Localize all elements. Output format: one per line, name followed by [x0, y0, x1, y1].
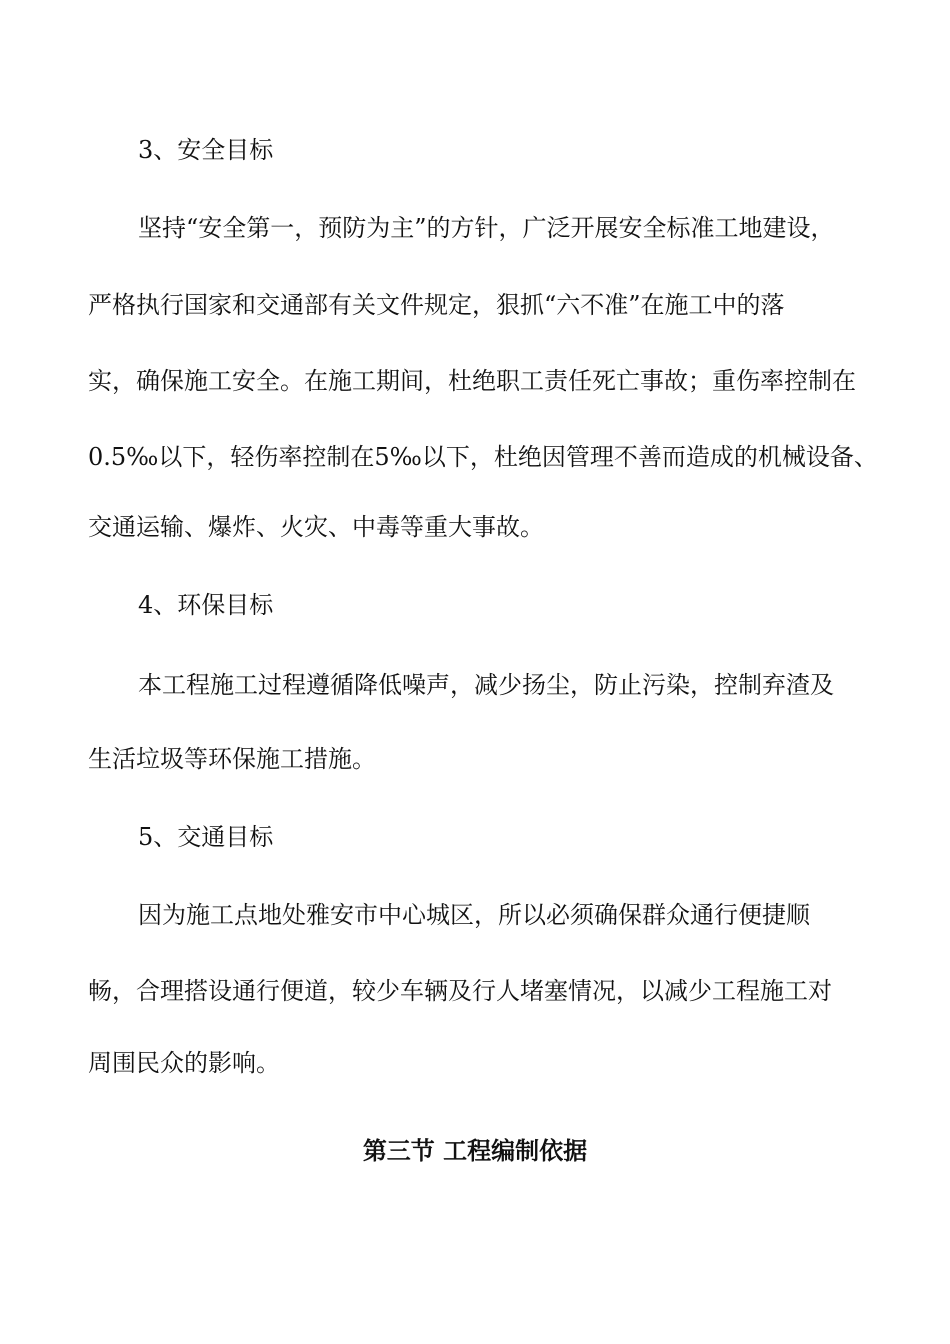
traffic-paragraph-line: 畅，合理搭设通行便道，较少车辆及行人堵塞情况，以减少工程施工对 [88, 977, 832, 1005]
section-title: 第三节 工程编制依据 [362, 1137, 588, 1165]
safety-paragraph-line: 交通运输、爆炸、火灾、中毒等重大事故。 [88, 513, 544, 541]
environment-paragraph-line: 生活垃圾等环保施工措施。 [88, 745, 376, 773]
heading-traffic-goal: 5、交通目标 [138, 823, 274, 851]
traffic-paragraph-line: 因为施工点地处雅安市中心城区，所以必须确保群众通行便捷顺 [138, 901, 810, 929]
traffic-paragraph-line: 周围民众的影响。 [88, 1049, 280, 1077]
heading-environment-goal: 4、环保目标 [138, 591, 274, 619]
safety-paragraph-line: 0.5‰以下，轻伤率控制在5‰以下，杜绝因管理不善而造成的机械设备、 [88, 443, 878, 471]
heading-safety-goal: 3、安全目标 [138, 136, 274, 164]
safety-paragraph-line: 严格执行国家和交通部有关文件规定，狠抓“六不准”在施工中的落 [88, 291, 785, 319]
safety-paragraph-line: 坚持“安全第一，预防为主”的方针，广泛开展安全标准工地建设， [138, 214, 835, 242]
safety-paragraph-line: 实，确保施工安全。在施工期间，杜绝职工责任死亡事故；重伤率控制在 [88, 367, 856, 395]
environment-paragraph-line: 本工程施工过程遵循降低噪声，减少扬尘，防止污染，控制弃渣及 [138, 671, 834, 699]
